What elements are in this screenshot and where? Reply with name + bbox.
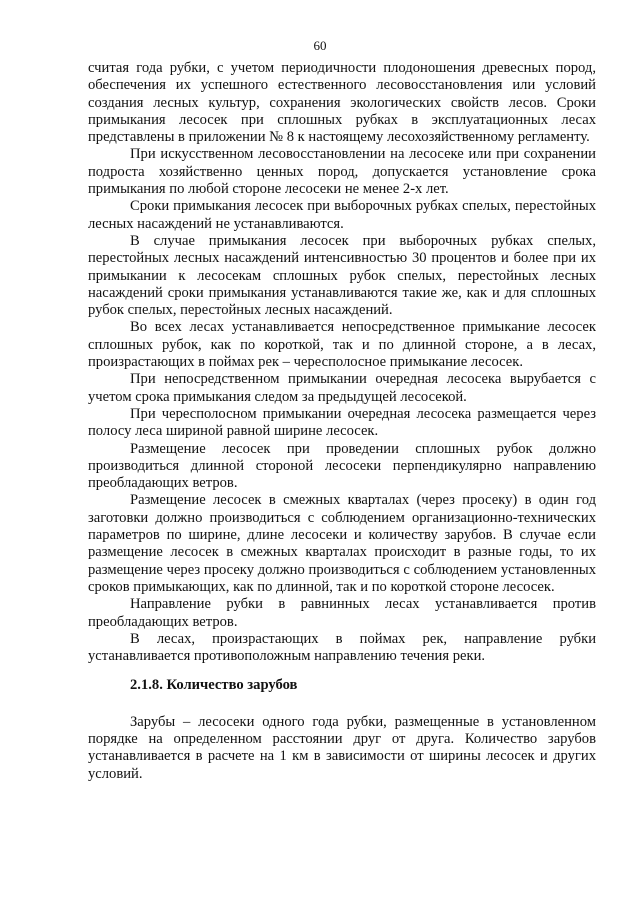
paragraph: Размещение лесосек при проведении сплошных рубок должно производиться длинной стороной лесосеки перпендикулярно направлению преобладающих ветров. xyxy=(88,440,596,492)
page-number: 60 xyxy=(313,38,327,53)
paragraph: В случае примыкания лесосек при выборочных рубках спелых, перестойных лесных насаждений интенсивностью 30 процентов и более при их примыкании к лесосекам сплошных рубок спелых, перестойных лесных насаждений сроки примыкания устанавливаются такие же, как и для сплошных рубок спелых, перестойных лесных насаждений. xyxy=(88,232,596,319)
paragraph: Сроки примыкания лесосек при выборочных рубках спелых, перестойных лесных насаждений не устанавливаются. xyxy=(88,198,596,232)
paragraph: При чересполосном примыкании очередная лесосека размещается через полосу леса шириной равной ширине лесосек. xyxy=(88,405,596,440)
paragraph: Направление рубки в равнинных лесах устанавливается против преобладающих ветров. xyxy=(88,596,596,630)
section-paragraph: Зарубы – лесосеки одного года рубки, размещенные в установленном порядке на определенном расстоянии друг от друга. Количество зарубов устанавливается в расчете на 1 км в зависимости от ширины лесосек и других условий. xyxy=(88,713,596,782)
paragraph: При искусственном лесовосстановлении на лесосеке или при сохранении подроста хозяйственно ценных пород, допускается установление срока примыкания по любой стороне лесосеки не менее 2-х лет. xyxy=(88,146,596,198)
section-heading: 2.1.8. Количество зарубов xyxy=(130,677,298,694)
paragraph: Размещение лесосек в смежных кварталах (через просеку) в один год заготовки должно производиться с соблюдением организационно-технических параметров по ширине, длине лесосеки и количеству зарубов. В случае если размещение лесосек в смежных кварталах происходит в разные годы, то их размещение через просеку должно производиться с соблюдением установленных сроков примыкающих, как по длинной, так и по короткой стороне лесосек. xyxy=(88,492,596,595)
page-body xyxy=(88,60,596,783)
paragraph: Во всех лесах устанавливается непосредственное примыкание лесосек сплошных рубок, как по короткой, так и по длинной стороне, а в лесах, произрастающих в поймах рек – чересполосное примыкание лесосек. xyxy=(88,319,596,371)
paragraph: В лесах, произрастающих в поймах рек, направление рубки устанавливается противоположным направлению течения реки. xyxy=(88,630,596,665)
paragraph: При непосредственном примыкании очередная лесосека вырубается с учетом срока примыкания следом за предыдущей лесосекой. xyxy=(88,371,596,405)
paragraph-continuation: считая года рубки, с учетом периодичности плодоношения древесных пород, обеспечения их успешного естественного лесовосстановления или условий создания лесных культур, сохранения экологических свойств лесов. Сроки примыкания лесосек при сплошных рубках в эксплуатационных лесах представлены в приложении № 8 к настоящему лесохозяйственному регламенту. xyxy=(88,60,596,146)
